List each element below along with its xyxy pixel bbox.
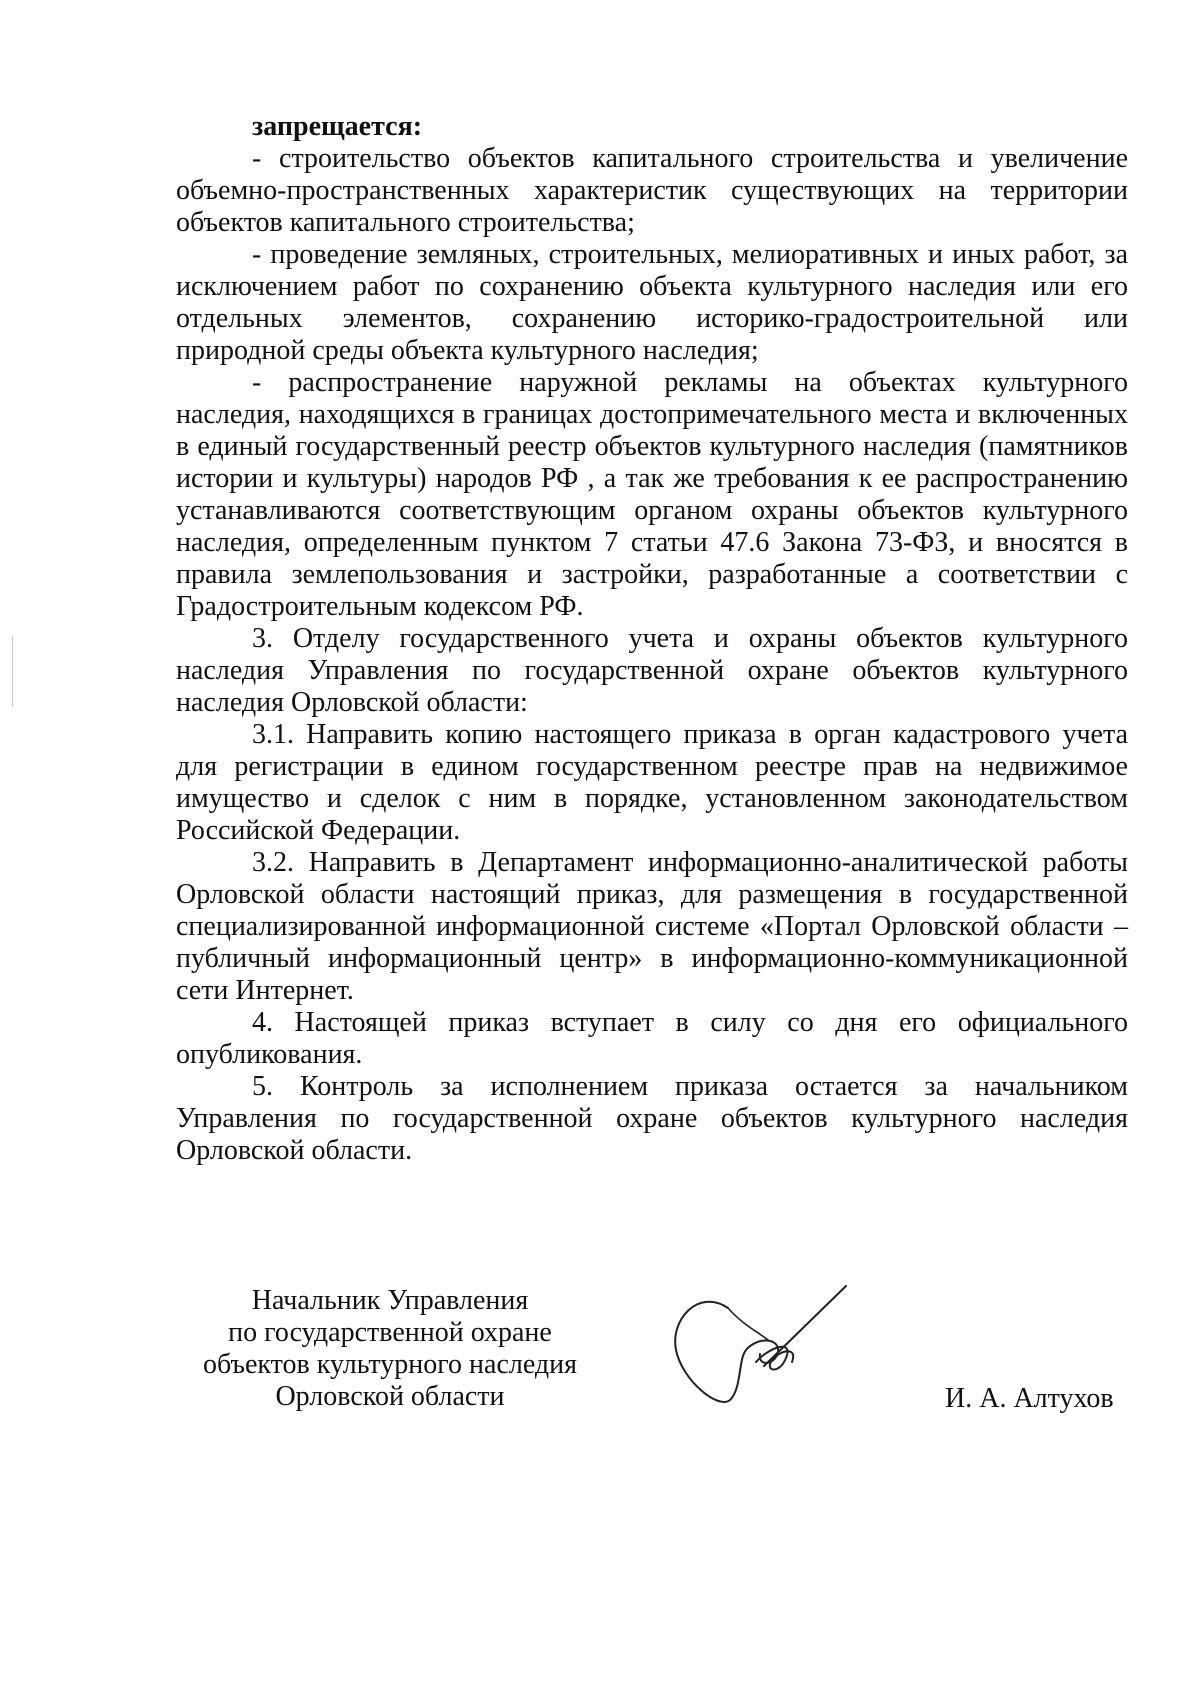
signatory-position-line: по государственной охране [228,1317,552,1348]
clause-3-2: 3.2. Направить в Департамент информационно-аналитической работы Орловской области настоящий приказ, для размещения в государственной специализированной информационной системе «Портал Орловской области – публичный информационный центр» в информационно-коммуникационной сети Интернет. [176,847,1128,1006]
clause-5: 5. Контроль за исполнением приказа остается за начальником Управления по государственной охране объектов культурного наследия Орловской области. [176,1071,1128,1166]
signatory-position-line: Орловской области [275,1381,505,1412]
signatory-name: И. А. Алтухов [945,1383,1114,1414]
signatory-position [190,1285,590,1413]
clause-3: 3. Отделу государственного учета и охраны объектов культурного наследия Управления по государственной охране объектов культурного наследия Орловской области: [176,623,1128,718]
handwritten-signature [668,1280,858,1430]
signatory-position-line: Начальник Управления [251,1285,529,1316]
scan-edge-mark [12,636,13,706]
prohibition-item-earthworks: - проведение земляных, строительных, мелиоративных и иных работ, за исключением работ по сохранению объекта культурного наследия или его отдельных элементов, сохранению историко-градостроительной или природной среды объекта культурного наследия; [176,239,1128,366]
prohibition-item-construction: - строительство объектов капитального строительства и увеличение объемно-пространственных характеристик существующих на территории объектов капитального строительства; [176,143,1128,238]
clause-3-1: 3.1. Направить копию настоящего приказа в орган кадастрового учета для регистрации в едином государственном реестре прав на недвижимое имущество и сделок с ним в порядке, установленном законодательством Российской Федерации. [176,719,1128,846]
signatory-position-line: объектов культурного наследия [202,1349,578,1380]
prohibition-heading: запрещается: [252,111,423,142]
clause-4: 4. Настоящей приказ вступает в силу со дня его официального опубликования. [176,1007,1128,1070]
document-body [176,111,1128,1167]
prohibition-item-advertising: - распространение наружной рекламы на объектах культурного наследия, находящихся в границах достопримечательного места и включенных в единый государственный реестр объектов культурного наследия (памятников истории и культуры) народов РФ , а так же требования к ее распространению устанавливаются соответствующим органом охраны объектов культурного наследия, определенным пунктом 7 статьи 47.6 Закона 73-ФЗ, и вносятся в правила землепользования и застройки, разработанные а соответствии с Градостроительным кодексом РФ. [176,367,1128,622]
